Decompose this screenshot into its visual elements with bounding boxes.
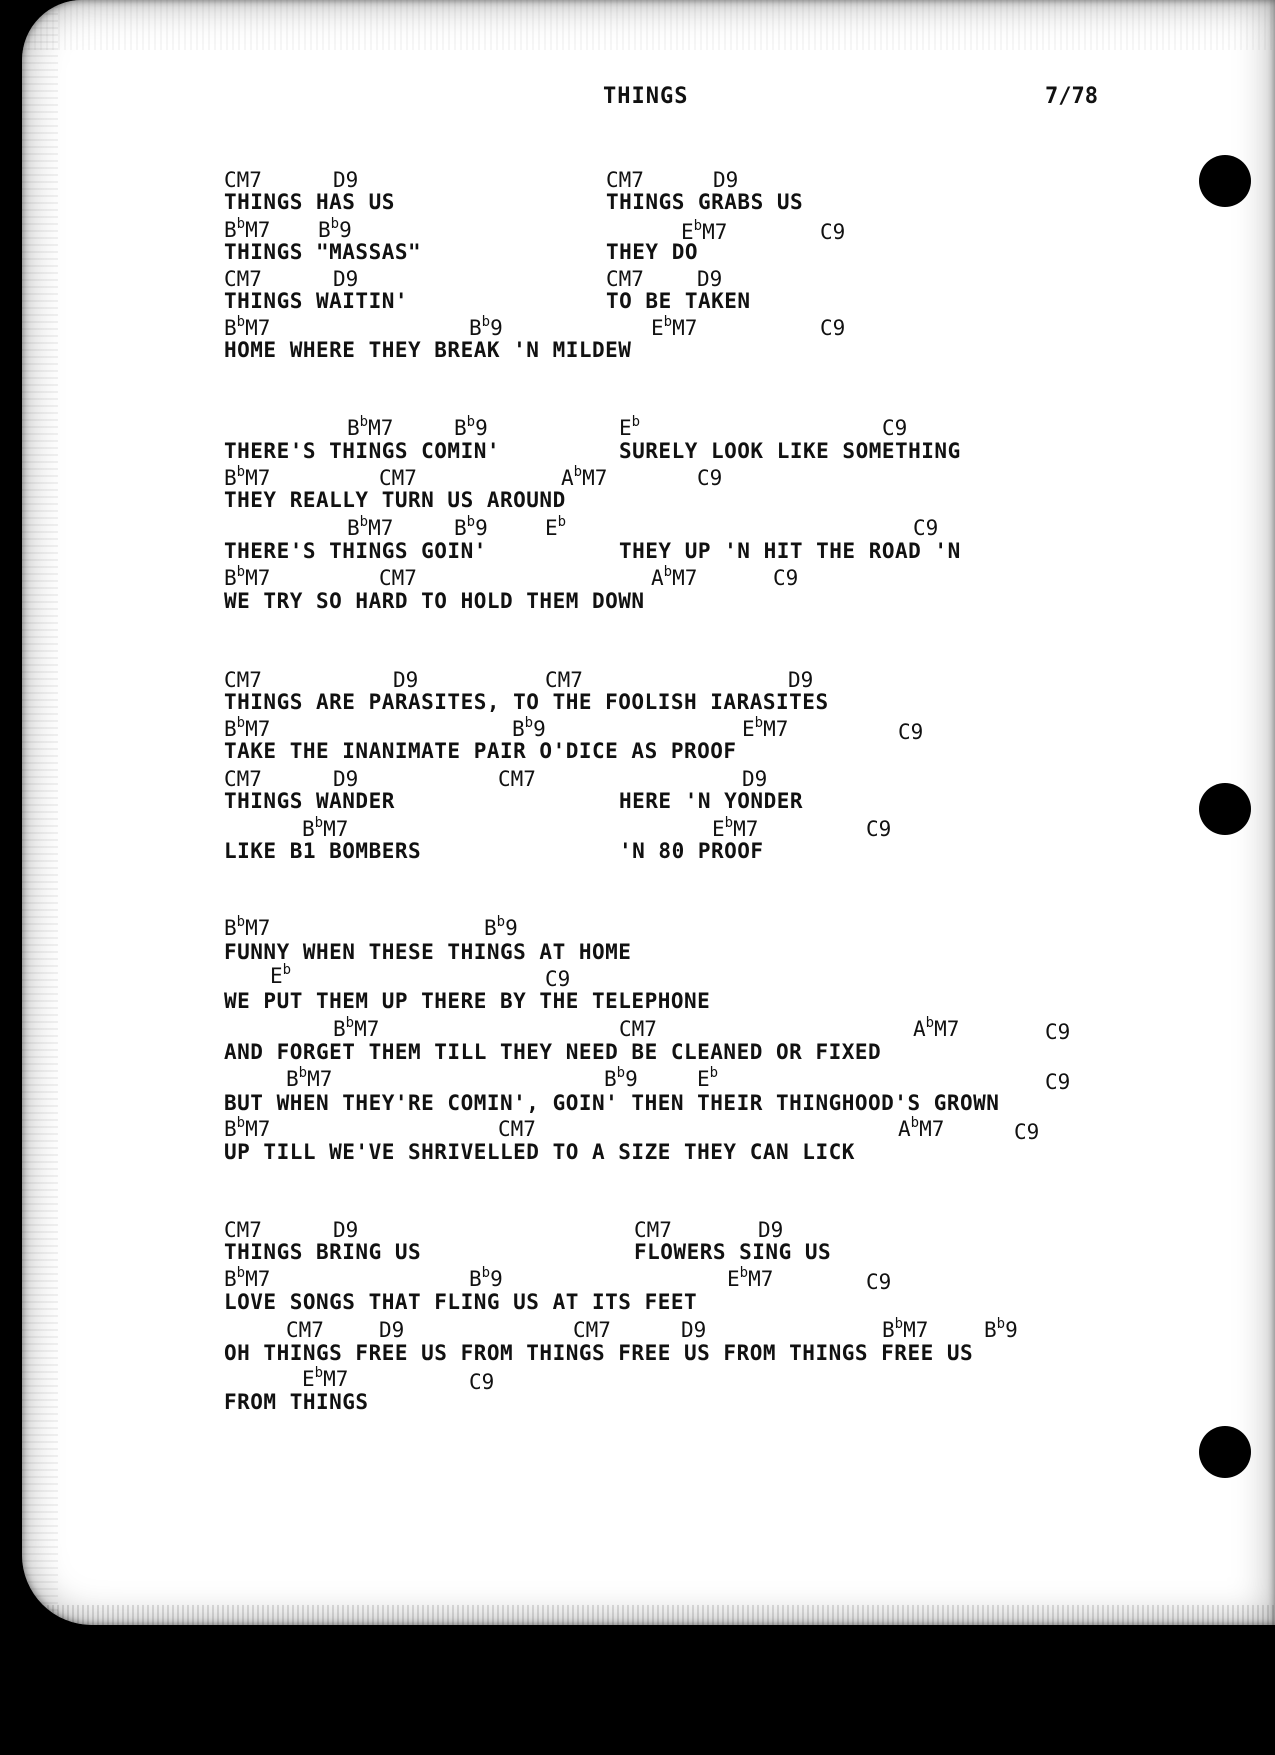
flat-sign: b (236, 216, 246, 232)
chord-bb9 (318, 216, 352, 242)
chord-root: B (224, 466, 237, 490)
chord-root: B (882, 1318, 895, 1342)
flat-sign: b (724, 815, 734, 831)
lyric-line: THINGS HAS US (224, 190, 395, 214)
lyric-line: 'N 80 PROOF (619, 839, 764, 863)
chord-quality: 9 (339, 218, 352, 242)
flat-sign: b (739, 1265, 749, 1281)
chord-cm7: CM7 (286, 1318, 324, 1342)
flat-sign: b (693, 218, 703, 234)
chord-abm7 (913, 1015, 960, 1041)
flat-sign: b (314, 815, 324, 831)
lyric-line: THEY UP 'N HIT THE ROAD 'N (619, 539, 961, 563)
lyric-line: THINGS ARE PARASITES, TO THE FOOLISH IARASITES (224, 690, 829, 714)
paper-edge-left (22, 0, 58, 1625)
chord-root: E (742, 717, 755, 741)
flat-sign: b (754, 715, 764, 731)
chord-root: B (224, 218, 237, 242)
chord-bbm7 (224, 1265, 271, 1291)
chord-bb9 (604, 1065, 638, 1091)
chord-c9: C9 (469, 1370, 495, 1394)
chord-root: B (286, 1067, 299, 1091)
chord-quality: M7 (245, 566, 271, 590)
chord-cm7: CM7 (224, 767, 262, 791)
chord-bbm7 (224, 1115, 271, 1141)
flat-sign: b (236, 464, 246, 480)
chord-quality: 9 (475, 416, 488, 440)
chord-quality: M7 (903, 1318, 929, 1342)
flat-sign: b (345, 1015, 355, 1031)
chord-root: E (651, 316, 664, 340)
chord-quality: 9 (625, 1067, 638, 1091)
chord-bbm7 (224, 914, 271, 940)
chord-c9: C9 (898, 720, 924, 744)
chord-quality: M7 (672, 566, 698, 590)
chord-bbm7 (347, 514, 394, 540)
chord-d9: D9 (697, 267, 723, 291)
chord-cm7: CM7 (498, 767, 536, 791)
chord-quality: M7 (245, 1267, 271, 1291)
flat-sign: b (236, 314, 246, 330)
chord-quality: M7 (323, 817, 349, 841)
chord-cm7: CM7 (224, 668, 262, 692)
chord-root: B (469, 1267, 482, 1291)
lyric-line: THERE'S THINGS COMIN' (224, 439, 501, 463)
lyric-line: HOME WHERE THEY BREAK 'N MILDEW (224, 338, 632, 362)
chord-d9: D9 (379, 1318, 405, 1342)
chord-quality: M7 (245, 717, 271, 741)
chord-quality: M7 (672, 316, 698, 340)
chord-abm7 (561, 464, 608, 490)
chord-quality: M7 (733, 817, 759, 841)
chord-root: B (302, 817, 315, 841)
chord-quality: M7 (934, 1017, 960, 1041)
chord-ebm7 (651, 314, 698, 340)
chord-root: B (224, 1117, 237, 1141)
chord-bb9 (484, 914, 518, 940)
flat-sign: b (466, 514, 476, 530)
chord-root: E (712, 817, 725, 841)
chord-cm7: CM7 (619, 1017, 657, 1041)
lyric-line: THEY REALLY TURN US AROUND (224, 488, 566, 512)
lyric-line: AND FORGET THEM TILL THEY NEED BE CLEANED OR FIXED (224, 1040, 882, 1064)
chord-c9: C9 (545, 967, 571, 991)
chord-cm7: CM7 (224, 267, 262, 291)
lyric-line: THINGS BRING US (224, 1240, 422, 1264)
chord-root: B (454, 516, 467, 540)
chord-root: E (302, 1367, 315, 1391)
chord-c9: C9 (1045, 1070, 1071, 1094)
chord-root: B (347, 416, 360, 440)
chord-bbm7 (347, 414, 394, 440)
flat-sign: b (236, 914, 246, 930)
chord-cm7: CM7 (498, 1117, 536, 1141)
chord-quality: M7 (919, 1117, 945, 1141)
chord-root: B (224, 566, 237, 590)
flat-sign: b (524, 715, 534, 731)
chord-quality: M7 (245, 466, 271, 490)
chord-quality: M7 (582, 466, 608, 490)
chord-cm7: CM7 (224, 1218, 262, 1242)
flat-sign: b (573, 464, 583, 480)
chord-ebm7 (712, 815, 759, 841)
chord-c9: C9 (773, 566, 799, 590)
chord-d9: D9 (713, 168, 739, 192)
chord-root: E (697, 1067, 710, 1091)
chord-d9: D9 (758, 1218, 784, 1242)
chord-d9: D9 (788, 668, 814, 692)
chord-c9: C9 (1014, 1120, 1040, 1144)
flat-sign: b (236, 715, 246, 731)
punch-hole (1199, 1426, 1251, 1478)
lyric-line: FROM THINGS (224, 1390, 369, 1414)
chord-bb9 (512, 715, 546, 741)
chord-root: A (898, 1117, 911, 1141)
chord-quality: 9 (490, 316, 503, 340)
paper-edge-top (22, 0, 1275, 50)
chord-bb9 (984, 1316, 1018, 1342)
chord-c9: C9 (697, 466, 723, 490)
chord-eb (697, 1065, 719, 1091)
chord-bb9 (454, 414, 488, 440)
chord-quality: M7 (702, 220, 728, 244)
lyric-line: THERE'S THINGS GOIN' (224, 539, 487, 563)
flat-sign: b (910, 1115, 920, 1131)
chord-quality: M7 (368, 516, 394, 540)
chord-ebm7 (302, 1365, 349, 1391)
lyric-line: HERE 'N YONDER (619, 789, 804, 813)
lyric-line: FUNNY WHEN THESE THINGS AT HOME (224, 940, 632, 964)
chord-quality: 9 (533, 717, 546, 741)
chord-root: B (224, 717, 237, 741)
chord-bbm7 (224, 564, 271, 590)
chord-d9: D9 (333, 168, 359, 192)
chord-cm7: CM7 (545, 668, 583, 692)
chord-root: B (604, 1067, 617, 1091)
chord-root: E (681, 220, 694, 244)
chord-quality: M7 (748, 1267, 774, 1291)
chord-quality: 9 (505, 916, 518, 940)
chord-cm7: CM7 (379, 466, 417, 490)
chord-bb9 (469, 1265, 503, 1291)
chord-root: B (224, 1267, 237, 1291)
chord-c9: C9 (882, 416, 908, 440)
chord-ebm7 (727, 1265, 774, 1291)
chord-eb (619, 414, 641, 440)
chord-cm7: CM7 (224, 168, 262, 192)
chord-cm7: CM7 (573, 1318, 611, 1342)
flat-sign: b (236, 1115, 246, 1131)
chord-ebm7 (742, 715, 789, 741)
chord-d9: D9 (333, 1218, 359, 1242)
paper-edge-bottom (22, 1605, 1275, 1625)
sheet-date: 7/78 (1045, 84, 1098, 109)
lyric-line: BUT WHEN THEY'RE COMIN', GOIN' THEN THEIR THINGHOOD'S GROWN (224, 1091, 1000, 1115)
flat-sign: b (663, 314, 673, 330)
flat-sign: b (481, 314, 491, 330)
chord-cm7: CM7 (606, 267, 644, 291)
flat-sign: b (330, 216, 340, 232)
flat-sign: b (359, 514, 369, 530)
chord-root: B (347, 516, 360, 540)
chord-root: B (318, 218, 331, 242)
flat-sign: b (996, 1316, 1006, 1332)
chord-bb9 (454, 514, 488, 540)
chord-d9: D9 (333, 267, 359, 291)
chord-quality: M7 (245, 316, 271, 340)
song-title: THINGS (603, 84, 689, 109)
chord-c9: C9 (913, 516, 939, 540)
chord-quality: 9 (475, 516, 488, 540)
chord-root: B (333, 1017, 346, 1041)
chord-bbm7 (224, 314, 271, 340)
flat-sign: b (631, 414, 641, 430)
flat-sign: b (925, 1015, 935, 1031)
flat-sign: b (616, 1065, 626, 1081)
chord-root: B (484, 916, 497, 940)
chord-bbm7 (333, 1015, 380, 1041)
chord-quality: M7 (245, 916, 271, 940)
chord-root: B (512, 717, 525, 741)
chord-eb (545, 514, 567, 540)
chord-quality: 9 (1005, 1318, 1018, 1342)
chord-quality: M7 (307, 1067, 333, 1091)
chord-d9: D9 (742, 767, 768, 791)
chord-c9: C9 (866, 817, 892, 841)
chord-quality: M7 (245, 218, 271, 242)
chord-root: B (469, 316, 482, 340)
lyric-line: LOVE SONGS THAT FLING US AT ITS FEET (224, 1290, 698, 1314)
chord-root: B (224, 916, 237, 940)
chord-cm7: CM7 (379, 566, 417, 590)
lyric-line: TO BE TAKEN (606, 289, 751, 313)
flat-sign: b (557, 514, 567, 530)
lyric-line: WE TRY SO HARD TO HOLD THEM DOWN (224, 589, 645, 613)
chord-ebm7 (681, 218, 728, 244)
lyric-line: LIKE B1 BOMBERS (224, 839, 422, 863)
chord-c9: C9 (820, 316, 846, 340)
lyric-line: FLOWERS SING US (634, 1240, 832, 1264)
punch-hole (1199, 155, 1251, 207)
chord-bbm7 (224, 216, 271, 242)
chord-quality: M7 (368, 416, 394, 440)
flat-sign: b (236, 1265, 246, 1281)
chord-quality: M7 (354, 1017, 380, 1041)
flat-sign: b (709, 1065, 719, 1081)
chord-root: E (619, 416, 632, 440)
lyric-line: WE PUT THEM UP THERE BY THE TELEPHONE (224, 989, 711, 1013)
chord-bbm7 (224, 715, 271, 741)
chord-cm7: CM7 (606, 168, 644, 192)
lyric-line: THEY DO (606, 240, 699, 264)
chord-root: B (224, 316, 237, 340)
chord-quality: M7 (245, 1117, 271, 1141)
flat-sign: b (282, 962, 292, 978)
flat-sign: b (481, 1265, 491, 1281)
chord-abm7 (651, 564, 698, 590)
flat-sign: b (496, 914, 506, 930)
chord-d9: D9 (393, 668, 419, 692)
lyric-line: TAKE THE INANIMATE PAIR O'DICE AS PROOF (224, 739, 737, 763)
chord-bbm7 (286, 1065, 333, 1091)
flat-sign: b (894, 1316, 904, 1332)
punch-hole (1199, 783, 1251, 835)
flat-sign: b (298, 1065, 308, 1081)
chord-root: A (913, 1017, 926, 1041)
chord-root: E (545, 516, 558, 540)
lyric-line: THINGS WAITIN' (224, 289, 409, 313)
chord-c9: C9 (1045, 1020, 1071, 1044)
chord-d9: D9 (333, 767, 359, 791)
flat-sign: b (466, 414, 476, 430)
lyric-line: THINGS "MASSAS" (224, 240, 422, 264)
chord-root: A (561, 466, 574, 490)
chord-root: A (651, 566, 664, 590)
chord-quality: M7 (763, 717, 789, 741)
chord-abm7 (898, 1115, 945, 1141)
flat-sign: b (359, 414, 369, 430)
lyric-line: OH THINGS FREE US FROM THINGS FREE US FROM THINGS FREE US (224, 1341, 974, 1365)
chord-bb9 (469, 314, 503, 340)
chord-cm7: CM7 (634, 1218, 672, 1242)
chord-c9: C9 (820, 220, 846, 244)
chord-root: E (727, 1267, 740, 1291)
lyric-line: SURELY LOOK LIKE SOMETHING (619, 439, 961, 463)
flat-sign: b (236, 564, 246, 580)
chord-eb (270, 962, 292, 988)
lyric-line: THINGS GRABS US (606, 190, 804, 214)
chord-quality: 9 (490, 1267, 503, 1291)
chord-root: E (270, 964, 283, 988)
chord-bbm7 (882, 1316, 929, 1342)
chord-d9: D9 (681, 1318, 707, 1342)
chord-root: B (454, 416, 467, 440)
chord-bbm7 (302, 815, 349, 841)
chord-bbm7 (224, 464, 271, 490)
chord-c9: C9 (866, 1270, 892, 1294)
lyric-line: UP TILL WE'VE SHRIVELLED TO A SIZE THEY CAN LICK (224, 1140, 855, 1164)
lyric-line: THINGS WANDER (224, 789, 395, 813)
chord-root: B (984, 1318, 997, 1342)
flat-sign: b (314, 1365, 324, 1381)
chord-quality: M7 (323, 1367, 349, 1391)
flat-sign: b (663, 564, 673, 580)
